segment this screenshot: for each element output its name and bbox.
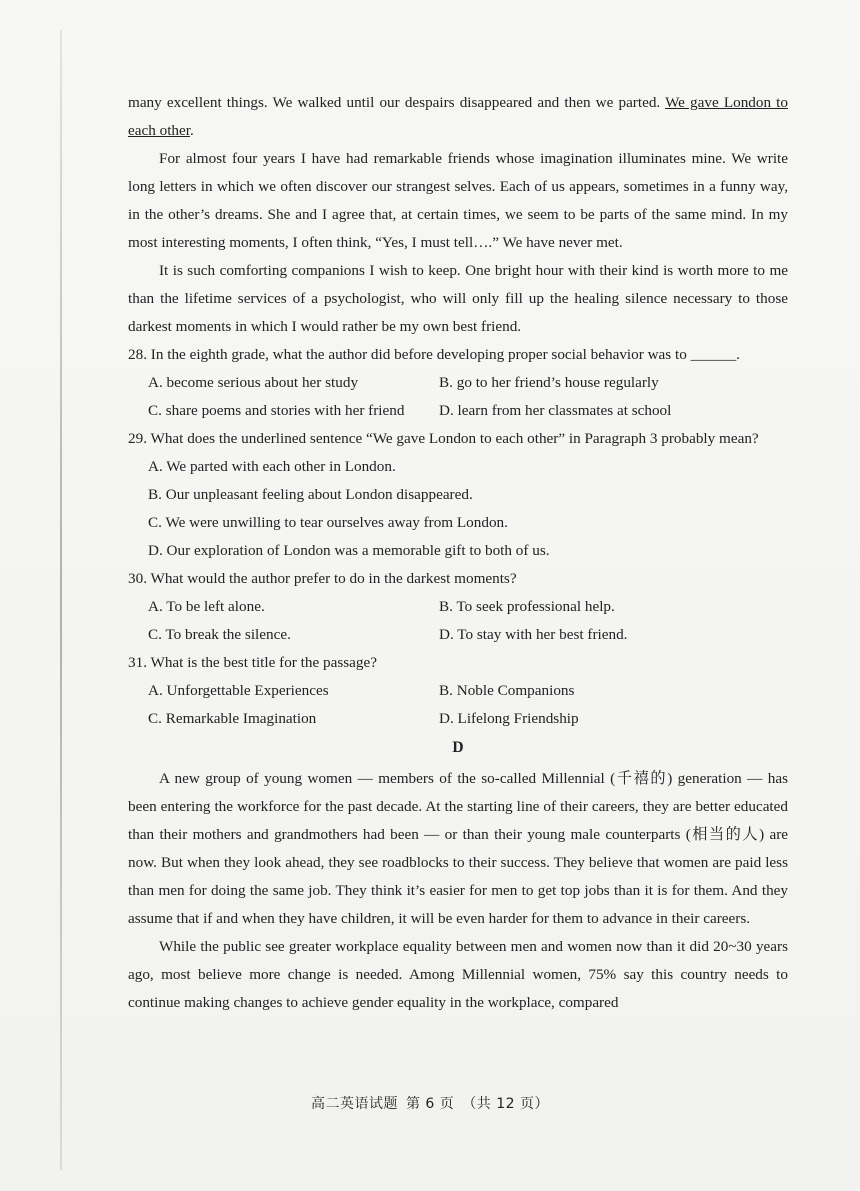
- section-d-heading: D: [452, 739, 464, 756]
- options-row: [128, 621, 788, 649]
- question-stem: 28. In the eighth grade, what the author did before developing proper social behavior was to ______.: [128, 346, 740, 363]
- options-row: [128, 677, 788, 705]
- option-d: D. Our exploration of London was a memorable gift to both of us.: [148, 542, 550, 559]
- paragraph-end: .: [189, 122, 194, 139]
- page-content: [128, 89, 788, 1017]
- footer-total-pages: （共 12 页）: [462, 1096, 550, 1112]
- option-c: C. We were unwilling to tear ourselves away from London.: [148, 514, 508, 531]
- footer-subject: 高二英语试题: [310, 1096, 398, 1112]
- option-d: D. Lifelong Friendship: [439, 710, 579, 727]
- option-c: C. Remarkable Imagination: [148, 710, 317, 727]
- options-row: [128, 397, 788, 425]
- footer-page-number: 第 6 页: [405, 1096, 455, 1112]
- option-c: C. share poems and stories with her friend: [148, 402, 405, 419]
- option-d: D. learn from her classmates at school: [439, 402, 672, 419]
- option-b: B. Our unpleasant feeling about London disappeared.: [148, 486, 473, 503]
- binding-line: [60, 30, 62, 1170]
- question-stem: 31. What is the best title for the passage?: [128, 654, 377, 671]
- options-row: [128, 369, 788, 397]
- question-29: [128, 425, 788, 565]
- option-b: B. Noble Companions: [439, 682, 575, 699]
- option-b: B. To seek professional help.: [439, 598, 615, 615]
- option-a: A. become serious about her study: [148, 374, 359, 391]
- passage-c-paragraph-1: [128, 89, 788, 145]
- question-28: [128, 341, 788, 425]
- passage-c-paragraph-2: For almost four years I have had remarkable friends whose imagination illuminates mine. We write long letters in which we often discover our strangest selves. Each of us appears, sometimes in a funny way, in the other’s dreams. She and I agree that, at certain times, we seem to be parts of the same mind. In my most interesting moments, I often think, “Yes, I must tell….” We have never met.: [128, 150, 788, 251]
- options-row: [128, 593, 788, 621]
- passage-d-paragraph-2: While the public see greater workplace equality between men and women now than it did 20~30 years ago, most believe more change is needed. Among Millennial women, 75% say this country needs to continue making changes to achieve gender equality in the workplace, compared: [128, 938, 788, 1011]
- passage-d-paragraph-1: A new group of young women — members of the so-called Millennial (千禧的) generation — has been entering the workforce for the past decade. At the starting line of their careers, they are better educated than their mothers and grandmothers had been — or than their young male counterparts (相当的人) are now. But when they look ahead, they see roadblocks to their success. They believe that women are paid less than men for doing the same job. They think it’s easier for men to get top jobs than it is for them. And they assume that if and when they have children, it will be even harder for them to advance in their careers.: [128, 770, 788, 927]
- question-stem: 29. What does the underlined sentence “We gave London to each other” in Paragraph 3 probably mean?: [128, 430, 759, 447]
- question-30: [128, 565, 788, 649]
- option-a: A. To be left alone.: [148, 598, 265, 615]
- passage-c-paragraph-3: It is such comforting companions I wish to keep. One bright hour with their kind is worth more to me than the lifetime services of a psychologist, who will only fill up the healing silence necessary to those darkest moments in which I would rather be my own best friend.: [128, 262, 788, 335]
- paragraph-text: many excellent things. We walked until our despairs disappeared and then we parted.: [128, 94, 666, 111]
- options-row: [128, 705, 788, 733]
- option-b: B. go to her friend’s house regularly: [439, 374, 659, 391]
- question-stem: 30. What would the author prefer to do in the darkest moments?: [128, 570, 517, 587]
- option-c: C. To break the silence.: [148, 626, 291, 643]
- question-31: [128, 649, 788, 733]
- underlined-sentence: We gave London to each other: [128, 94, 788, 139]
- option-d: D. To stay with her best friend.: [439, 626, 628, 643]
- option-a: A. Unforgettable Experiences: [148, 682, 329, 699]
- page-footer: [0, 1093, 860, 1113]
- option-a: A. We parted with each other in London.: [148, 458, 396, 475]
